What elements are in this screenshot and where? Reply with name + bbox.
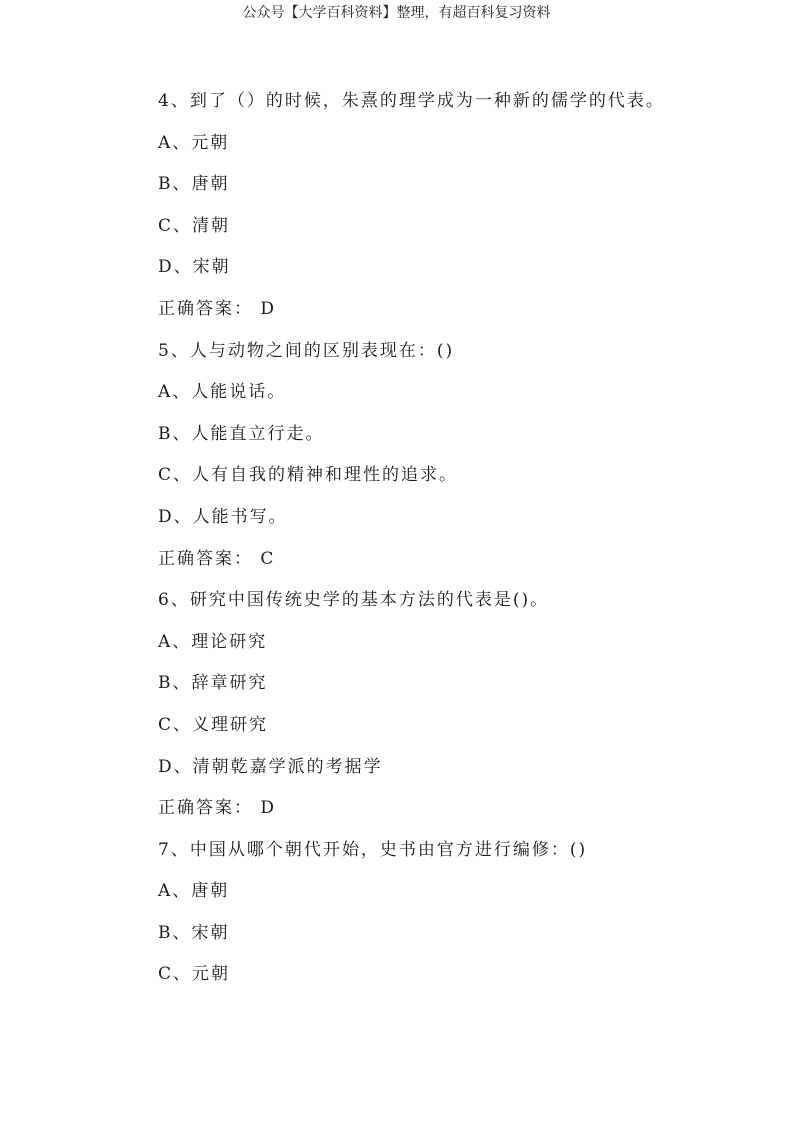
question-5-option-a: A、人能说话。: [158, 382, 287, 403]
page-header: 公众号【大学百科资料】整理，有超百科复习资料: [242, 5, 551, 21]
question-5-option-c: C、人有自我的精神和理性的追求。: [158, 465, 459, 486]
question-4-option-d: D、宋朝: [158, 257, 231, 278]
question-6-option-a: A、理论研究: [158, 631, 268, 652]
question-5-answer: 正确答案： C: [158, 548, 276, 569]
question-7-option-c: C、元朝: [158, 964, 231, 985]
question-6-answer: 正确答案： D: [158, 798, 277, 819]
document-body: [158, 88, 758, 1003]
question-7-option-b: B、宋朝: [158, 922, 230, 943]
question-6-option-b: B、辞章研究: [158, 673, 268, 694]
question-4-option-b: B、唐朝: [158, 174, 230, 195]
question-6-option-d: D、清朝乾嘉学派的考据学: [158, 756, 383, 777]
question-6-text: 6、研究中国传统史学的基本方法的代表是()。: [158, 590, 550, 611]
question-4-text: 4、到了（）的时候，朱熹的理学成为一种新的儒学的代表。: [158, 91, 665, 111]
question-7-option-a: A、唐朝: [158, 881, 230, 902]
question-4-option-a: A、元朝: [158, 132, 230, 153]
question-5-text: 5、人与动物之间的区别表现在：(): [158, 340, 455, 361]
question-6-option-c: C、义理研究: [158, 714, 269, 735]
question-7-text: 7、中国从哪个朝代开始，史书由官方进行编修：(): [158, 839, 588, 860]
question-5-option-d: D、人能书写。: [158, 506, 288, 527]
question-5-option-b: B、人能直立行走。: [158, 423, 325, 444]
question-4-option-c: C、清朝: [158, 215, 231, 236]
question-4-answer: 正确答案： D: [158, 298, 277, 319]
